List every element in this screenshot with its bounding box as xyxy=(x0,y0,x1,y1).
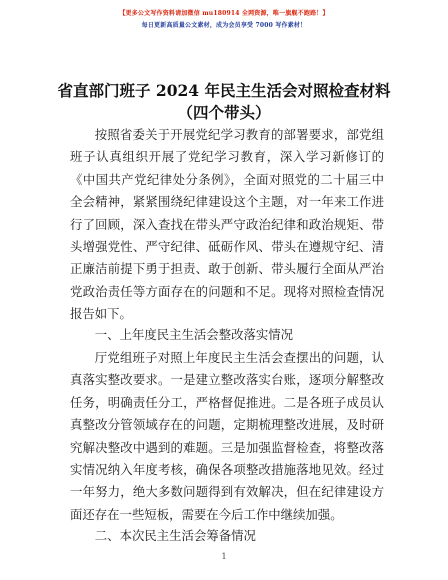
section-1-paragraph: 厅党组班子对照上年度民主生活会查摆出的问题，认真落实整改要求。一是建立整改落实台账，逐项分解整改任务，明确责任分工，严格督促推进。二是各班子成员认真整改分管领域存在的问题，定期梳理整改进展，及时研究解决整改中遇到的难题。三是加强监督检查，将整改落实情况纳入年度考核，确保各项整改措施落地见效。经过一年努力，绝大多数问题得到有效解决，但在纪律建设方面还存在一些短板，需要在今后工作中继续加强。 xyxy=(70,350,384,522)
page-number: 1 xyxy=(221,552,227,561)
document-title: 省直部门班子 2024 年民主生活会对照检查材料 xyxy=(57,81,391,100)
section-heading-2: 二、本次民主生活会筹备情况 xyxy=(94,528,256,543)
promo-banner-line1: 【更多公文写作资料请加微信 mu180914 全网资源，唯一旗舰不跑路！】 xyxy=(119,10,329,17)
promo-banner-line2: 每日更新高质量公文素材，成为会员享受 7000 写作素材！ xyxy=(141,22,307,29)
intro-paragraph: 按照省委关于开展党纪学习教育的部署要求，部党组班子认真组织开展了党纪学习教育，深入学习新修订的《中国共产党纪律处分条例》，全面对照党的二十届三中全会精神，紧紧围绕纪律建设这个主题，对一年来工作进行了回顾，深入查找在带头严守政治纪律和政治规矩、带头增强党性、严守纪律、砥砺作风、带头在遵规守纪、清正廉洁前提下勇于担责、敢于创新、带头履行全面从严治党政治责任等方面存在的问题和不足。现将对照检查情况报告如下。 xyxy=(70,127,384,322)
section-heading-1: 一、上年度民主生活会整改落实情况 xyxy=(94,327,294,342)
document-subtitle: （四个带头） xyxy=(177,103,271,122)
